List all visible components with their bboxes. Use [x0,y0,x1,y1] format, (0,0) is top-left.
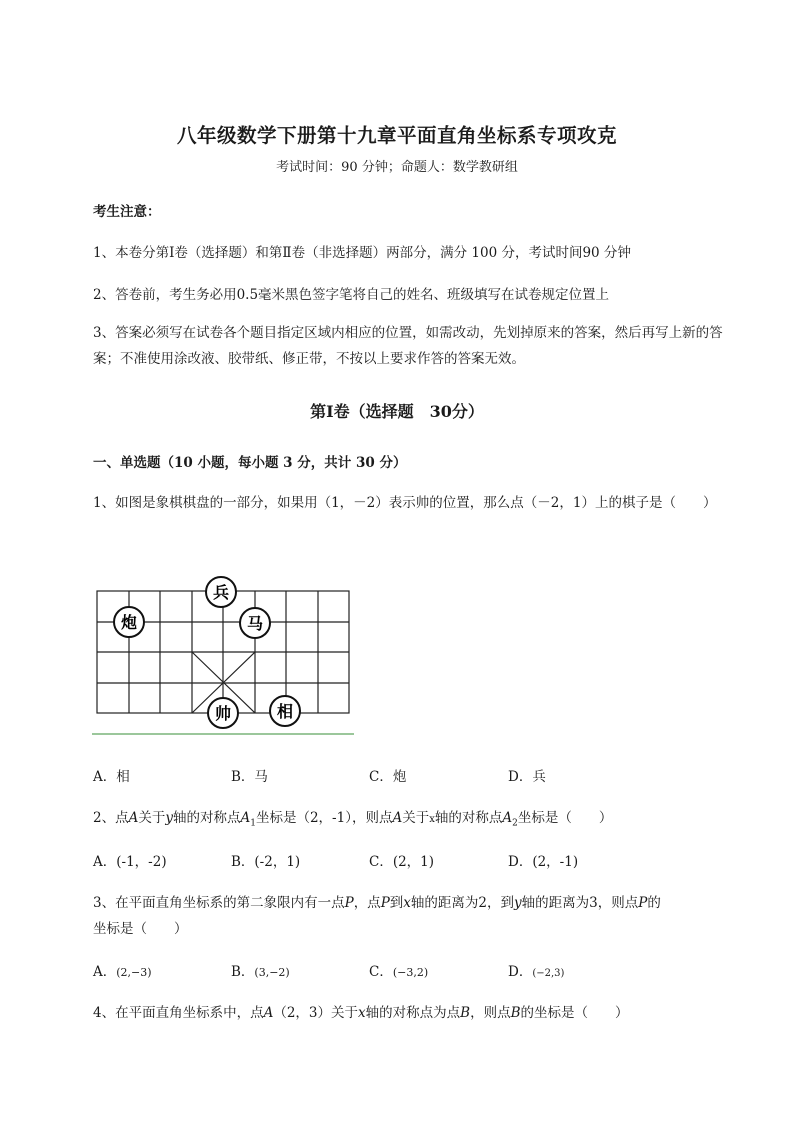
option-c: C．(2，1) [369,854,435,870]
option-c: C．(−3,2) [369,964,429,980]
chess-board-figure [92,574,357,739]
chess-piece-label: 相 [276,702,294,721]
chess-piece-shuai [208,698,238,728]
part-heading: 一、单选题（10 小题，每小题 3 分，共计 30 分） [93,455,407,471]
option-b: B．马 [231,769,268,785]
question-4-stem: 4、在平面直角坐标系中，点A（2，3）关于x轴的对称点为点B，则点B的坐标是（ ） [93,1005,629,1021]
chess-piece-bing [206,577,236,607]
option-c: C．炮 [369,769,407,785]
notice-item: 3、答案必须写在试卷各个题目指定区域内相应的位置，如需改动，先划掉原来的答案，然后再写上新的答案；不准使用涂改液、胶带纸、修正带，不按以上要求作答的答案无效。 [93,325,723,367]
chess-piece-xiang [270,696,300,726]
question-1-stem: 1、如图是象棋棋盘的一部分，如果用（1，－2）表示帅的位置，那么点（－2，1）上的棋子是（ ） [93,495,717,511]
question-3-stem-line2: 坐标是（ ） [93,921,188,937]
option-d: D．(−2,3) [508,964,565,980]
page-title: 八年级数学下册第十九章平面直角坐标系专项攻克 [176,124,617,147]
chess-piece-ma [240,608,270,638]
chess-piece-label: 帅 [214,704,232,723]
chess-piece-pao [114,607,144,637]
section-title: 第Ⅰ卷（选择题 30分） [310,402,484,421]
option-d: D．(2，-1) [508,854,579,870]
chess-piece-label: 兵 [212,583,230,602]
option-a: A．(-1，-2) [93,854,167,870]
option-b: B．(3,−2) [231,964,290,980]
question-2-stem: 2、点A关于y轴的对称点$A_1$坐标是（2，-1），则点A关于x轴的对称点$A_2$坐标是（ ） [93,810,613,829]
chess-piece-label: 炮 [120,613,138,632]
notice-item: 1、本卷分第Ⅰ卷（选择题）和第Ⅱ卷（非选择题）两部分，满分 100 分，考试时间90 分钟 [93,245,631,261]
question-3-stem: 3、在平面直角坐标系的第二象限内有一点P，点P到x轴的距离为2，到y轴的距离为3，则点P的 [93,895,661,911]
exam-info: 考试时间：90 分钟；命题人：数学教研组 [276,160,518,175]
option-d: D．兵 [508,769,546,785]
option-a: A．(2,−3) [93,964,152,980]
option-b: B．(-2，1) [231,854,301,870]
option-a: A．相 [93,769,130,785]
chess-piece-label: 马 [246,614,264,633]
notice-item: 2、答卷前，考生务必用0.5毫米黑色签字笔将自己的姓名、班级填写在试卷规定位置上 [93,287,610,303]
notice-heading: 考生注意： [93,204,161,220]
